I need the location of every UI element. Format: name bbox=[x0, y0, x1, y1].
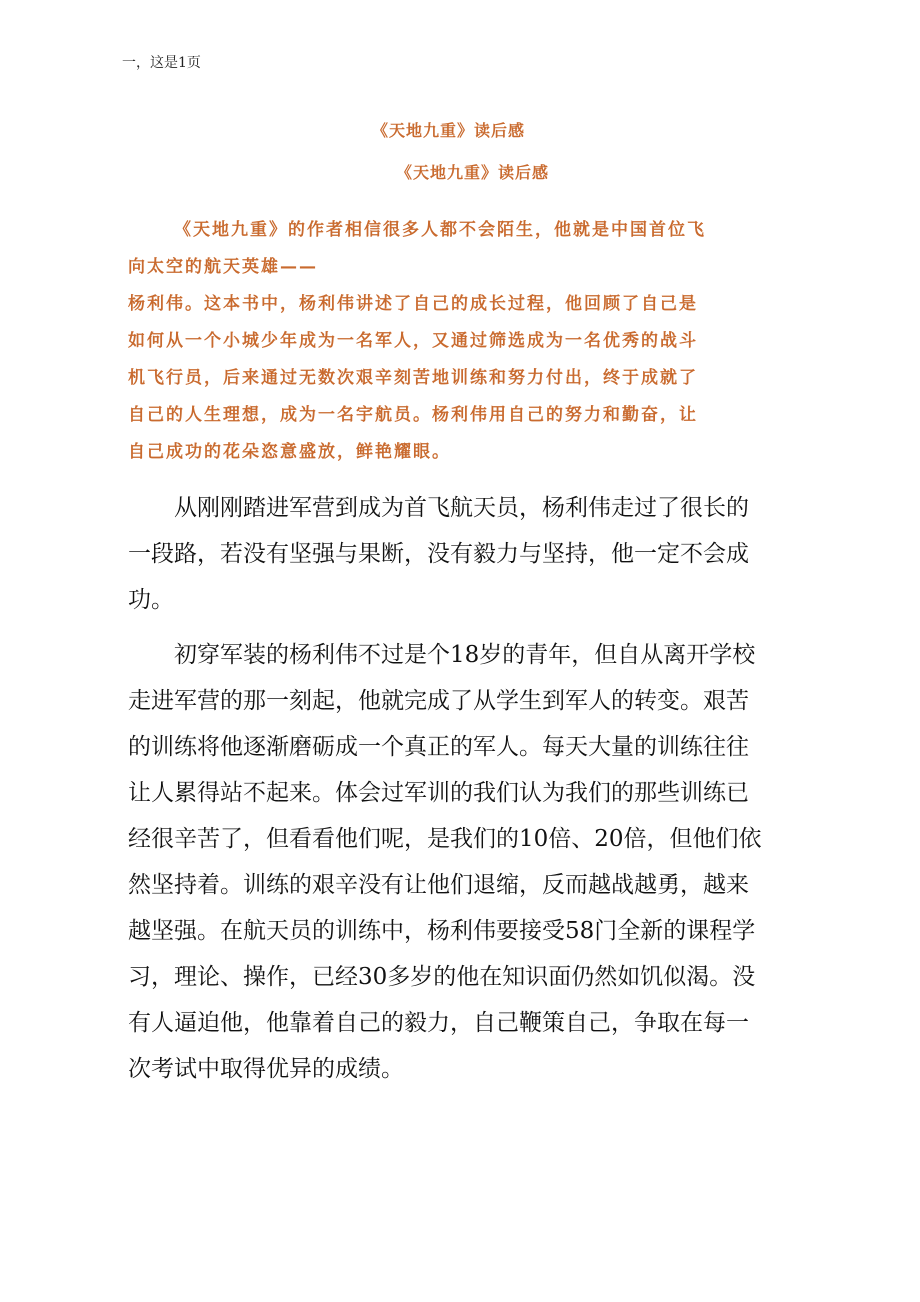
paragraph-line: 功。 bbox=[128, 587, 174, 613]
paragraph-line: 从刚刚踏进军营到成为首飞航天员，杨利伟走过了很长的 bbox=[174, 495, 749, 521]
body-paragraph-1 bbox=[128, 485, 798, 623]
paragraph-line: 越坚强。在航天员的训练中，杨利伟要接受58门全新的课程学 bbox=[128, 918, 756, 944]
intro-line: 如何从一个小城少年成为一名军人，又通过筛选成为一名优秀的战斗 bbox=[128, 331, 698, 351]
intro-line: 向太空的航天英雄—— bbox=[128, 257, 318, 277]
intro-line: 机飞行员，后来通过无数次艰辛刻苦地训练和努力付出，终于成就了 bbox=[128, 368, 698, 388]
paragraph-line: 习，理论、操作，已经30多岁的他在知识面仍然如饥似渴。没 bbox=[128, 964, 756, 990]
body-paragraph-2 bbox=[128, 632, 798, 1092]
page-label: 一，这是1页 bbox=[122, 55, 201, 71]
paragraph-line: 走进军营的那一刻起，他就完成了从学生到军人的转变。艰苦 bbox=[128, 688, 749, 714]
paragraph-line: 一段路，若没有坚强与果断，没有毅力与坚持，他一定不会成 bbox=[128, 541, 749, 567]
intro-line: 自己成功的花朵恣意盛放，鲜艳耀眼。 bbox=[128, 442, 451, 462]
paragraph-line: 让人累得站不起来。体会过军训的我们认为我们的那些训练已 bbox=[128, 780, 749, 806]
paragraph-line: 然坚持着。训练的艰辛没有让他们退缩，反而越战越勇，越来 bbox=[128, 872, 749, 898]
intro-paragraph bbox=[128, 212, 788, 471]
paragraph-line: 初穿军装的杨利伟不过是个18岁的青年，但自从离开学校 bbox=[174, 642, 756, 668]
intro-line: 《天地九重》的作者相信很多人都不会陌生，他就是中国首位飞 bbox=[174, 220, 706, 240]
paragraph-line: 的训练将他逐渐磨砺成一个真正的军人。每天大量的训练往往 bbox=[128, 734, 749, 760]
paragraph-line: 有人逼迫他，他靠着自己的毅力，自己鞭策自己，争取在每一 bbox=[128, 1010, 749, 1036]
paragraph-line: 经很辛苦了，但看看他们呢，是我们的10倍、20倍，但他们依 bbox=[128, 826, 762, 852]
intro-line: 杨利伟。这本书中，杨利伟讲述了自己的成长过程，他回顾了自己是 bbox=[128, 294, 698, 314]
document-subtitle: 《天地九重》读后感 bbox=[396, 163, 550, 182]
paragraph-line: 次考试中取得优异的成绩。 bbox=[128, 1056, 404, 1082]
intro-line: 自己的人生理想，成为一名宇航员。杨利伟用自己的努力和勤奋，让 bbox=[128, 405, 698, 425]
document-title: 《天地九重》读后感 bbox=[372, 121, 526, 140]
